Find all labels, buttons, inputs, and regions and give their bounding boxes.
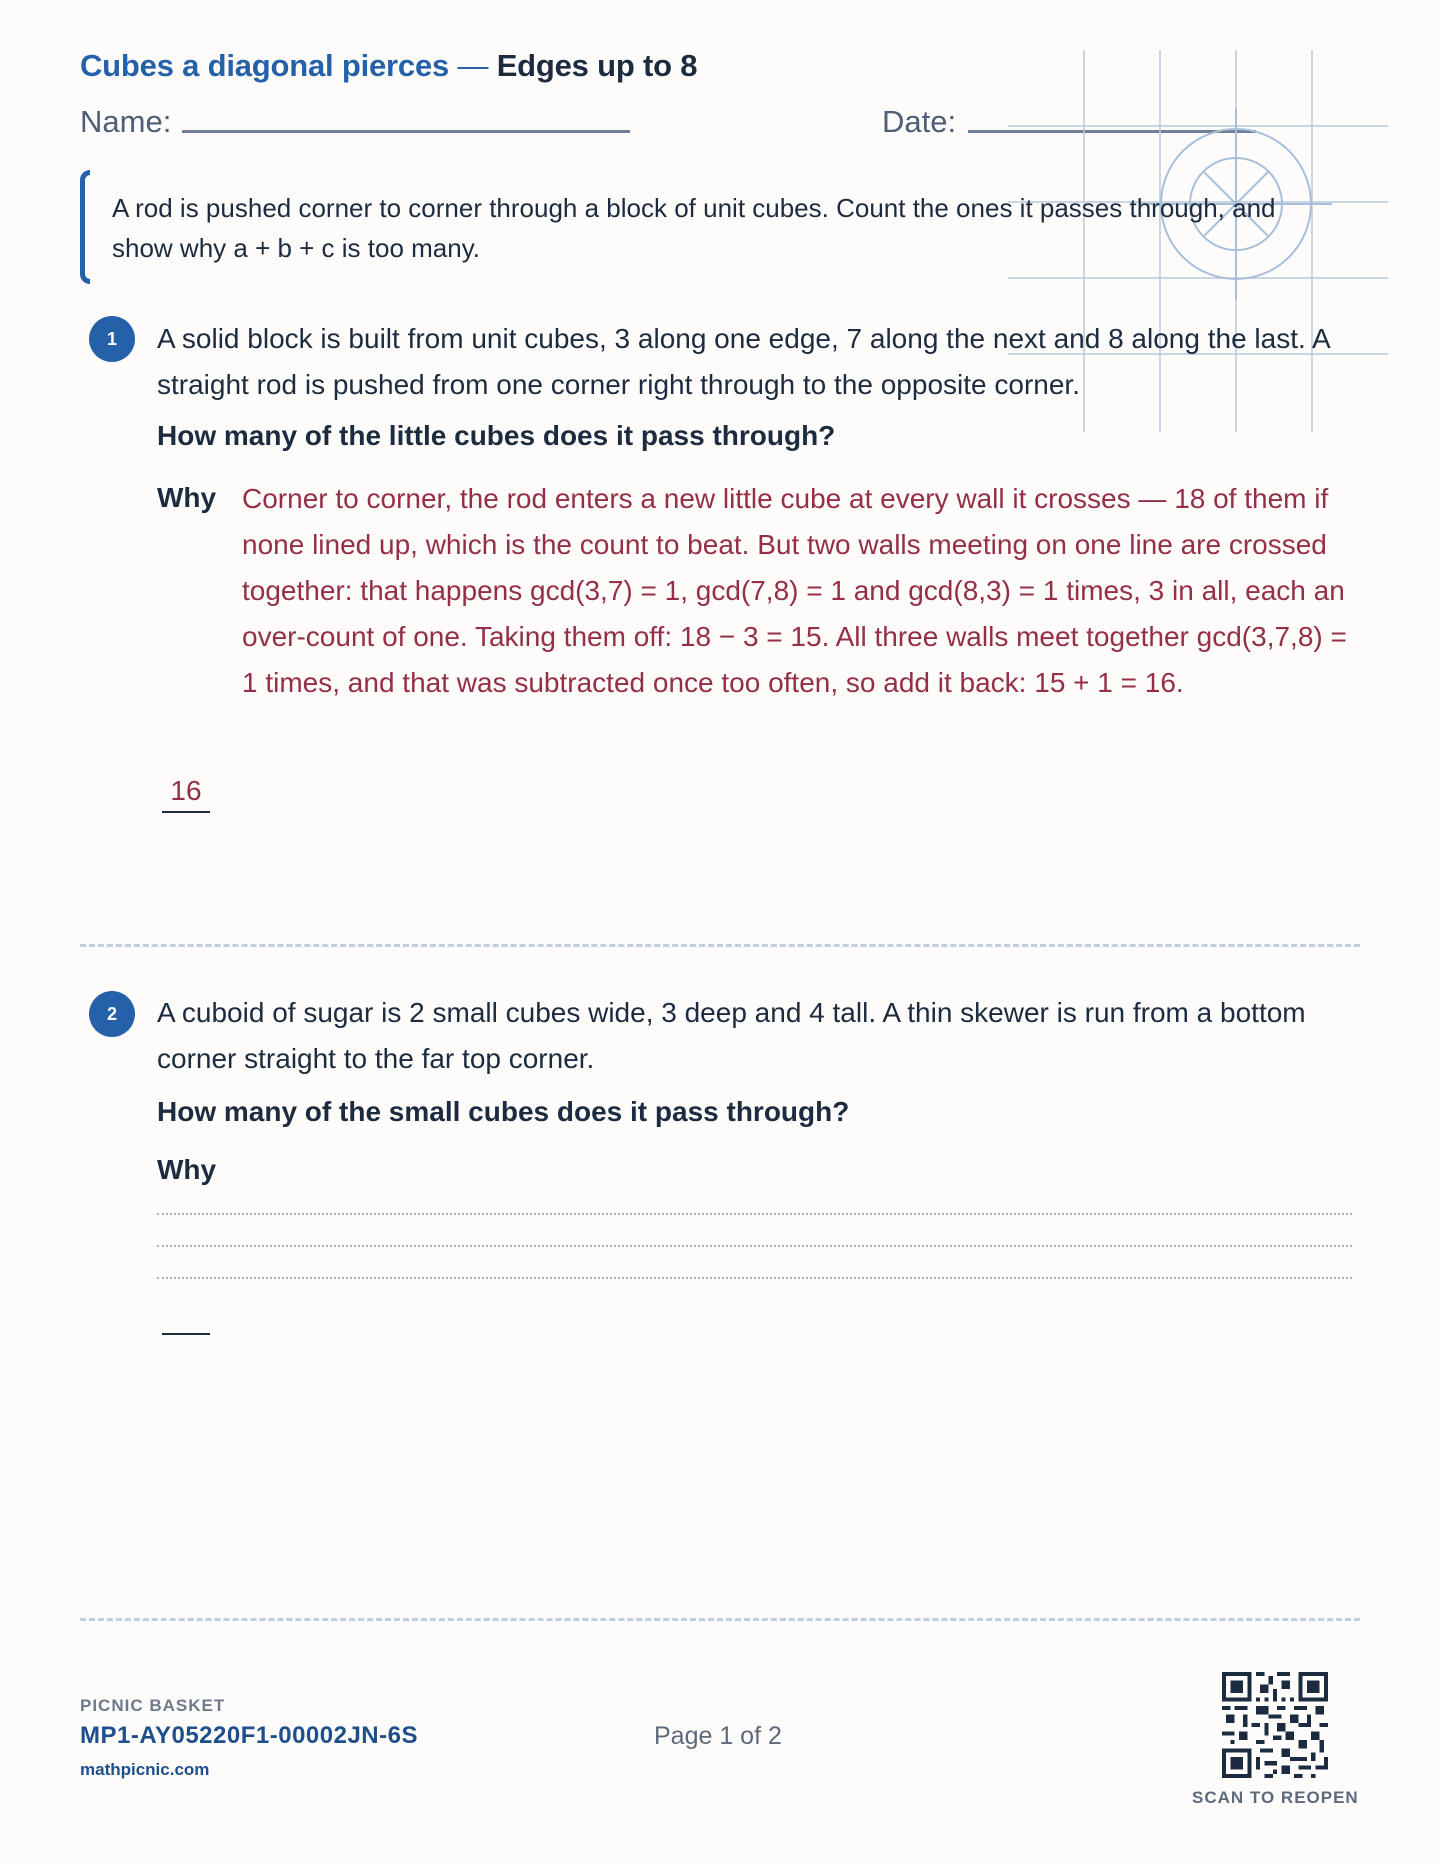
callout-accent-bar (80, 170, 90, 284)
name-label: Name: (80, 104, 172, 139)
writing-line[interactable] (157, 1277, 1352, 1279)
section-divider (80, 944, 1360, 947)
answer-value[interactable]: 16 (162, 775, 210, 813)
qr-code-icon[interactable] (1222, 1672, 1328, 1778)
question-number-badge: 2 (89, 991, 135, 1037)
answer-blank[interactable] (162, 1333, 210, 1335)
intro-callout (80, 170, 1350, 284)
title-subtitle: Edges up to 8 (496, 48, 698, 83)
question-prompt: How many of the little cubes does it pass through? (157, 420, 836, 451)
question-prompt: How many of the small cubes does it pass through? (157, 1096, 850, 1127)
why-explanation: Corner to corner, the rod enters a new little cube at every wall it crosses — 18 of them if none lined up, which is the count to beat. But two walls meeting on one line are crossed together: that happens gcd(3,7) = 1, gcd(7,8) = 1 and gcd(8,3) = 1 times, 3 in all, each an over-count of one. Taking them off: 18 − 3 = 15. All three walls meet together gcd(3,7,8) = 1 times, and that was subtracted once too often, so add it back: 15 + 1 = 16. (242, 483, 1347, 698)
worksheet-code: MP1-AY05220F1-00002JN-6S (80, 1722, 418, 1749)
worksheet-title (80, 48, 697, 84)
scan-label: SCAN TO REOPEN (1192, 1788, 1359, 1807)
writing-line[interactable] (157, 1245, 1352, 1247)
title-dash: — (449, 48, 497, 83)
name-field[interactable] (182, 130, 630, 133)
why-label: Why (157, 1154, 217, 1185)
date-label: Date: (882, 104, 957, 139)
footer-brand: PICNIC BASKET (80, 1696, 226, 1715)
section-divider (80, 1618, 1360, 1621)
why-label: Why (157, 482, 217, 513)
site-link[interactable]: mathpicnic.com (80, 1760, 210, 1779)
intro-text: A rod is pushed corner to corner through a block of unit cubes. Count the ones it passes through, and show why a + b + c is too many. (112, 193, 1276, 263)
title-series: Cubes a diagonal pierces (80, 48, 450, 83)
question-number-badge: 1 (89, 316, 135, 362)
question-text: A cuboid of sugar is 2 small cubes wide, 3 deep and 4 tall. A thin skewer is run from a bottom corner straight to the far top corner. (157, 997, 1306, 1074)
writing-line[interactable] (157, 1213, 1352, 1215)
page-indicator: Page 1 of 2 (654, 1722, 782, 1750)
question-text: A solid block is built from unit cubes, 3 along one edge, 7 along the next and 8 along the last. A straight rod is pushed from one corner right through to the opposite corner. (157, 323, 1330, 400)
